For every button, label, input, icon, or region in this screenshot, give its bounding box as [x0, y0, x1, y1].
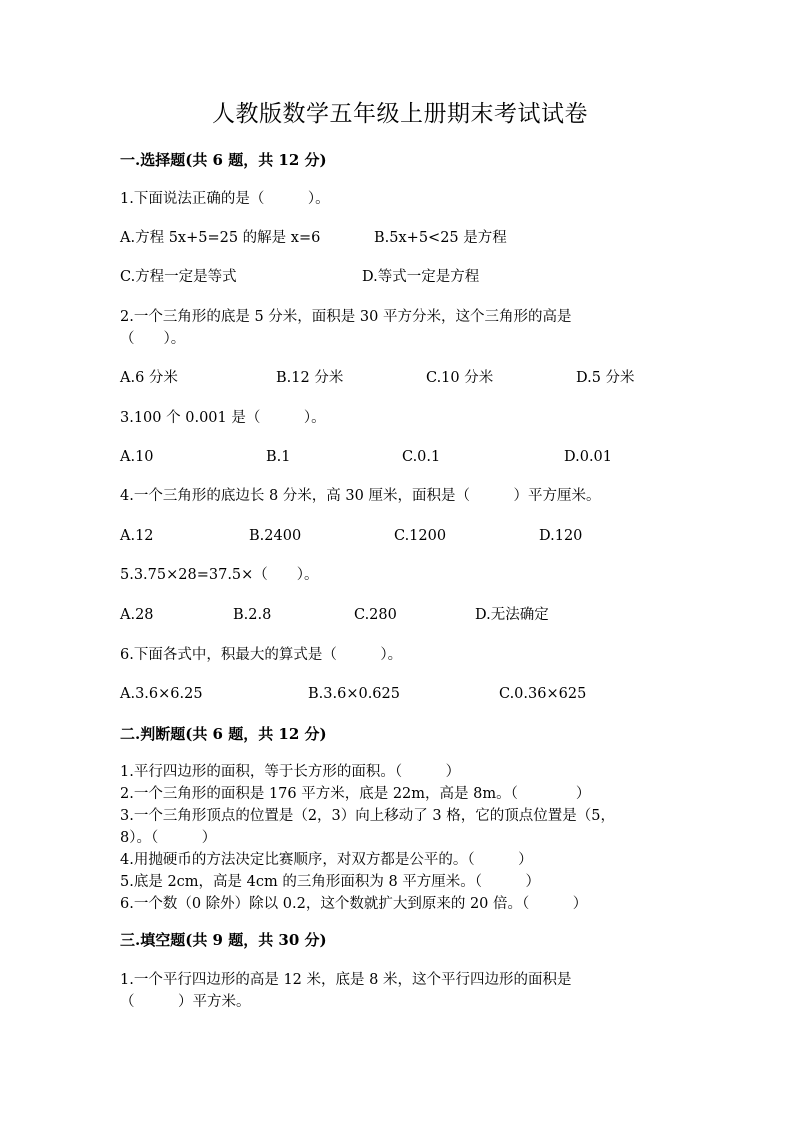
- question-2-stem-line2: （ ）。: [120, 331, 186, 347]
- section-heading-fill-in: 三.填空题(共 9 题，共 30 分): [120, 931, 327, 949]
- judgment-question-4: 4.用抛硬币的方法决定比赛顺序，对双方都是公平的。（ ）: [120, 852, 533, 868]
- question-4-option-a: A.12: [120, 528, 154, 544]
- question-5-option-a: A.28: [120, 607, 154, 623]
- question-3-option-a: A.10: [120, 449, 154, 465]
- question-2-option-c: C.10 分米: [426, 370, 494, 386]
- judgment-question-list: [120, 761, 680, 915]
- question-5-option-b: B.2.8: [233, 607, 272, 623]
- judgment-question-2: 2.一个三角形的面积是 176 平方米，底是 22m，高是 8m。（ ）: [120, 786, 591, 802]
- question-1-option-b: B.5x+5<25 是方程: [374, 230, 507, 246]
- question-4-stem: 4.一个三角形的底边长 8 分米，高 30 厘米，面积是（ ）平方厘米。: [120, 488, 601, 504]
- question-1-stem: 1.下面说法正确的是（ ）。: [120, 191, 330, 207]
- question-4-option-c: C.1200: [394, 528, 447, 544]
- judgment-question-3-line2: 8）。（ ）: [120, 830, 217, 846]
- question-1-option-c: C.方程一定是等式: [120, 269, 237, 285]
- question-6-option-c: C.0.36×625: [499, 686, 587, 702]
- page-title: 人教版数学五年级上册期末考试试卷: [212, 101, 588, 127]
- question-2-option-b: B.12 分米: [276, 370, 344, 386]
- question-6-stem: 6.下面各式中，积最大的算式是（ ）。: [120, 647, 403, 663]
- question-6-option-b: B.3.6×0.625: [308, 686, 400, 702]
- question-2-option-d: D.5 分米: [576, 370, 635, 386]
- question-3-option-b: B.1: [266, 449, 291, 465]
- question-2-option-a: A.6 分米: [120, 370, 178, 386]
- question-2-stem-line1: 2.一个三角形的底是 5 分米，面积是 30 平方分米，这个三角形的高是: [120, 309, 572, 325]
- question-5-option-d: D.无法确定: [475, 607, 549, 623]
- fill-in-question-1-line1: 1.一个平行四边形的高是 12 米，底是 8 米，这个平行四边形的面积是: [120, 972, 572, 988]
- question-3-option-d: D.0.01: [564, 449, 613, 465]
- question-4-option-d: D.120: [539, 528, 583, 544]
- question-3-stem: 3.100 个 0.001 是（ ）。: [120, 410, 326, 426]
- judgment-question-3-line1: 3.一个三角形顶点的位置是（2，3）向上移动了 3 格，它的顶点位置是（5，: [120, 808, 615, 824]
- judgment-question-1: 1.平行四边形的面积，等于长方形的面积。（ ）: [120, 764, 461, 780]
- judgment-question-5: 5.底是 2cm，高是 4cm 的三角形面积为 8 平方厘米。（ ）: [120, 874, 541, 890]
- section-heading-judgment: 二.判断题(共 6 题，共 12 分): [120, 725, 327, 743]
- question-6-option-a: A.3.6×6.25: [120, 686, 203, 702]
- question-1-option-a: A.方程 5x+5=25 的解是 x=6: [120, 230, 321, 246]
- judgment-question-6: 6.一个数（0 除外）除以 0.2，这个数就扩大到原来的 20 倍。（ ）: [120, 896, 588, 912]
- question-5-stem: 5.3.75×28=37.5×（ ）。: [120, 567, 319, 583]
- question-1-option-d: D.等式一定是方程: [362, 269, 480, 285]
- question-5-option-c: C.280: [354, 607, 397, 623]
- fill-in-question-1-line2: （ ）平方米。: [120, 994, 251, 1010]
- question-4-option-b: B.2400: [249, 528, 302, 544]
- question-3-option-c: C.0.1: [402, 449, 441, 465]
- section-heading-choice: 一.选择题(共 6 题，共 12 分): [120, 151, 327, 169]
